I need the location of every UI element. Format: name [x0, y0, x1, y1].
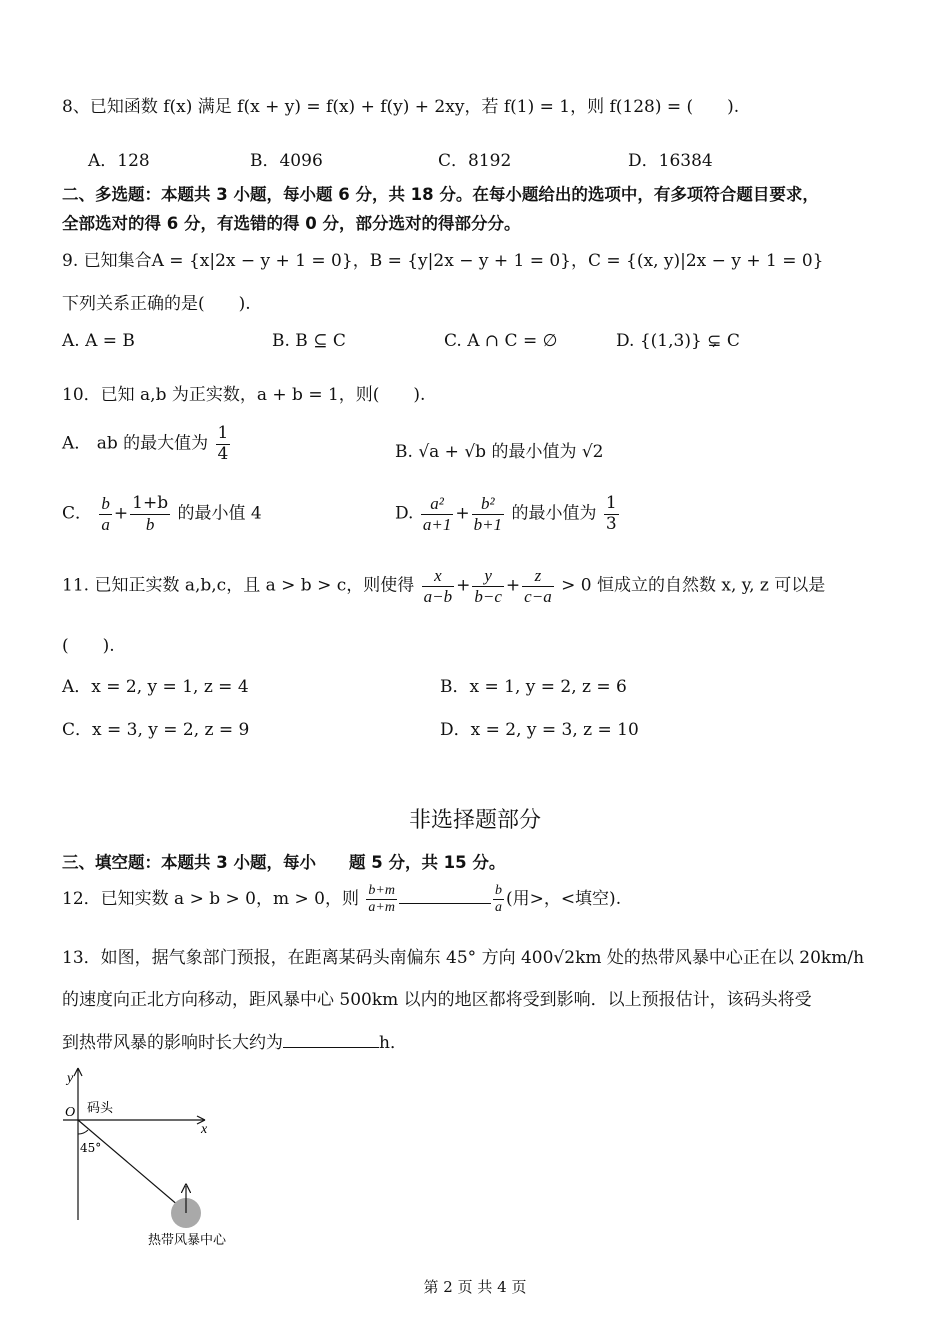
storm-label: 热带风暴中心 [148, 1233, 227, 1248]
q11-option-b: B．x = 1, y = 2, z = 6 [440, 677, 627, 697]
angle-arc [78, 1130, 88, 1134]
q11-option-a: A．x = 2, y = 1, z = 4 [62, 677, 249, 697]
q12-answer-blank[interactable] [399, 903, 491, 904]
q10-option-c-fraction-1: $\frac{b}{a}$ [101, 494, 110, 534]
page-footer: 第 2 页 共 4 页 [423, 1278, 527, 1296]
q12-stem: 12．已知实数 a > b > 0，m > 0，则 $\frac{b+m}{a+m}$ $\frac{b}{a}$ (用>，<填空). [62, 883, 622, 916]
section2-heading-line2: 全部选对的得 6 分，有选错的得 0 分，部分选对的得部分分。 [62, 214, 521, 233]
q9-stem: 9. 已知集合A = {x|2x − y + 1 = 0}，B = {y|2x − y + 1 = 0}，C = {(x, y)|2x − y + 1 = 0} [62, 251, 824, 271]
q9-option-d: D. {(1,3)} ⊊ C [616, 331, 740, 351]
q13-line2: 的速度向正北方向移动，距风暴中心 500km 以内的地区都将受到影响．以上预报估计，该码头将受 [62, 990, 812, 1010]
q11-fraction-3: $\frac{z}{c-a}$ [524, 566, 552, 606]
q12-fraction-2: $\frac{b}{a}$ [494, 883, 502, 916]
q10-option-c-fraction-2: $\frac{1+b}{b}$ [132, 493, 169, 534]
q10-option-a: A． ab 的最大值为 $\frac{1}{4}$ [62, 423, 229, 464]
q8-stem: 8、已知函数 f(x) 满足 f(x + y) = f(x) + f(y) + 2xy，若 f(1) = 1，则 f(128) = ( ). [62, 97, 740, 117]
part-title: 非选择题部分 [408, 808, 541, 833]
q8-option-c: C．8192 [438, 151, 512, 171]
q10-option-d-result-fraction: $\frac{1}{3}$ [605, 493, 617, 534]
q10-stem: 10．已知 a,b 为正实数，a + b = 1，则( ). [62, 385, 426, 405]
x-axis-label: x [201, 1122, 208, 1137]
q11-fraction-1: $\frac{x}{a-b}$ [423, 566, 453, 606]
q13-line1: 13．如图，据气象部门预报，在距离某码头南偏东 45° 方向 400√2km 处的热带风暴中心正在以 20km/h [62, 948, 865, 968]
q11-fraction-2: $\frac{y}{b-c}$ [474, 566, 502, 606]
storm-diagram [55, 1060, 255, 1260]
q10-option-c: C． $\frac{b}{a}$ + $\frac{1+b}{b}$ 的最小值 4 [62, 493, 262, 534]
q13-answer-blank[interactable] [283, 1047, 379, 1048]
origin-label: O [65, 1105, 76, 1120]
q9-stem2: 下列关系正确的是( ). [62, 294, 251, 314]
q10-option-d-fraction-2: $\frac{\text{b²}}{b+1}$ [473, 494, 503, 534]
section2-heading-line1: 二、多选题：本题共 3 小题，每小题 6 分，共 18 分。在每小题给出的选项中，有多项符合题目要求， [62, 185, 819, 204]
q11-option-d: D．x = 2, y = 3, z = 10 [440, 720, 639, 740]
q9-option-a: A. A = B [62, 331, 135, 351]
q11-stem2: ( ). [62, 636, 115, 656]
section3-heading: 三、填空题：本题共 3 小题，每小 题 5 分，共 15 分。 [62, 853, 506, 872]
q13-line3: 到热带风暴的影响时长大约为 h． [62, 1033, 407, 1053]
q10-option-d-fraction-1: $\frac{\text{a²}}{a+1}$ [422, 494, 452, 534]
q11-option-c: C．x = 3, y = 2, z = 9 [62, 720, 250, 740]
q12-fraction-1: $\frac{b+m}{a+m}$ [368, 883, 395, 916]
q9-option-b: B. B ⊆ C [272, 331, 346, 351]
q11-stem: 11. 已知正实数 a,b,c，且 a > b > c，则使得 $\frac{x}{a-b}$ + $\frac{y}{b-c}$ + $\frac{z}{c-a}$ > 0 恒成立的自然数 x, y, z 可以是 [62, 566, 826, 606]
y-axis-label: y [67, 1071, 74, 1086]
dock-label: 码头 [87, 1101, 114, 1116]
q10-option-b: B. √a + √b 的最小值为 √2 [395, 442, 604, 462]
q8-option-d: D．16384 [628, 151, 713, 171]
q10-option-d: D. $\frac{\text{a²}}{a+1}$ + $\frac{\text{b²}}{b+1}$ 的最小值为 $\frac{1}{3}$ [395, 493, 617, 534]
q9-option-c: C. A ∩ C = ∅ [444, 331, 558, 351]
q10-option-a-fraction: $\frac{1}{4}$ [217, 423, 229, 464]
q8-option-b: B．4096 [250, 151, 323, 171]
storm-direction-line [78, 1120, 186, 1212]
q8-option-a: A．128 [88, 151, 150, 171]
angle-label: 45° [80, 1141, 102, 1155]
